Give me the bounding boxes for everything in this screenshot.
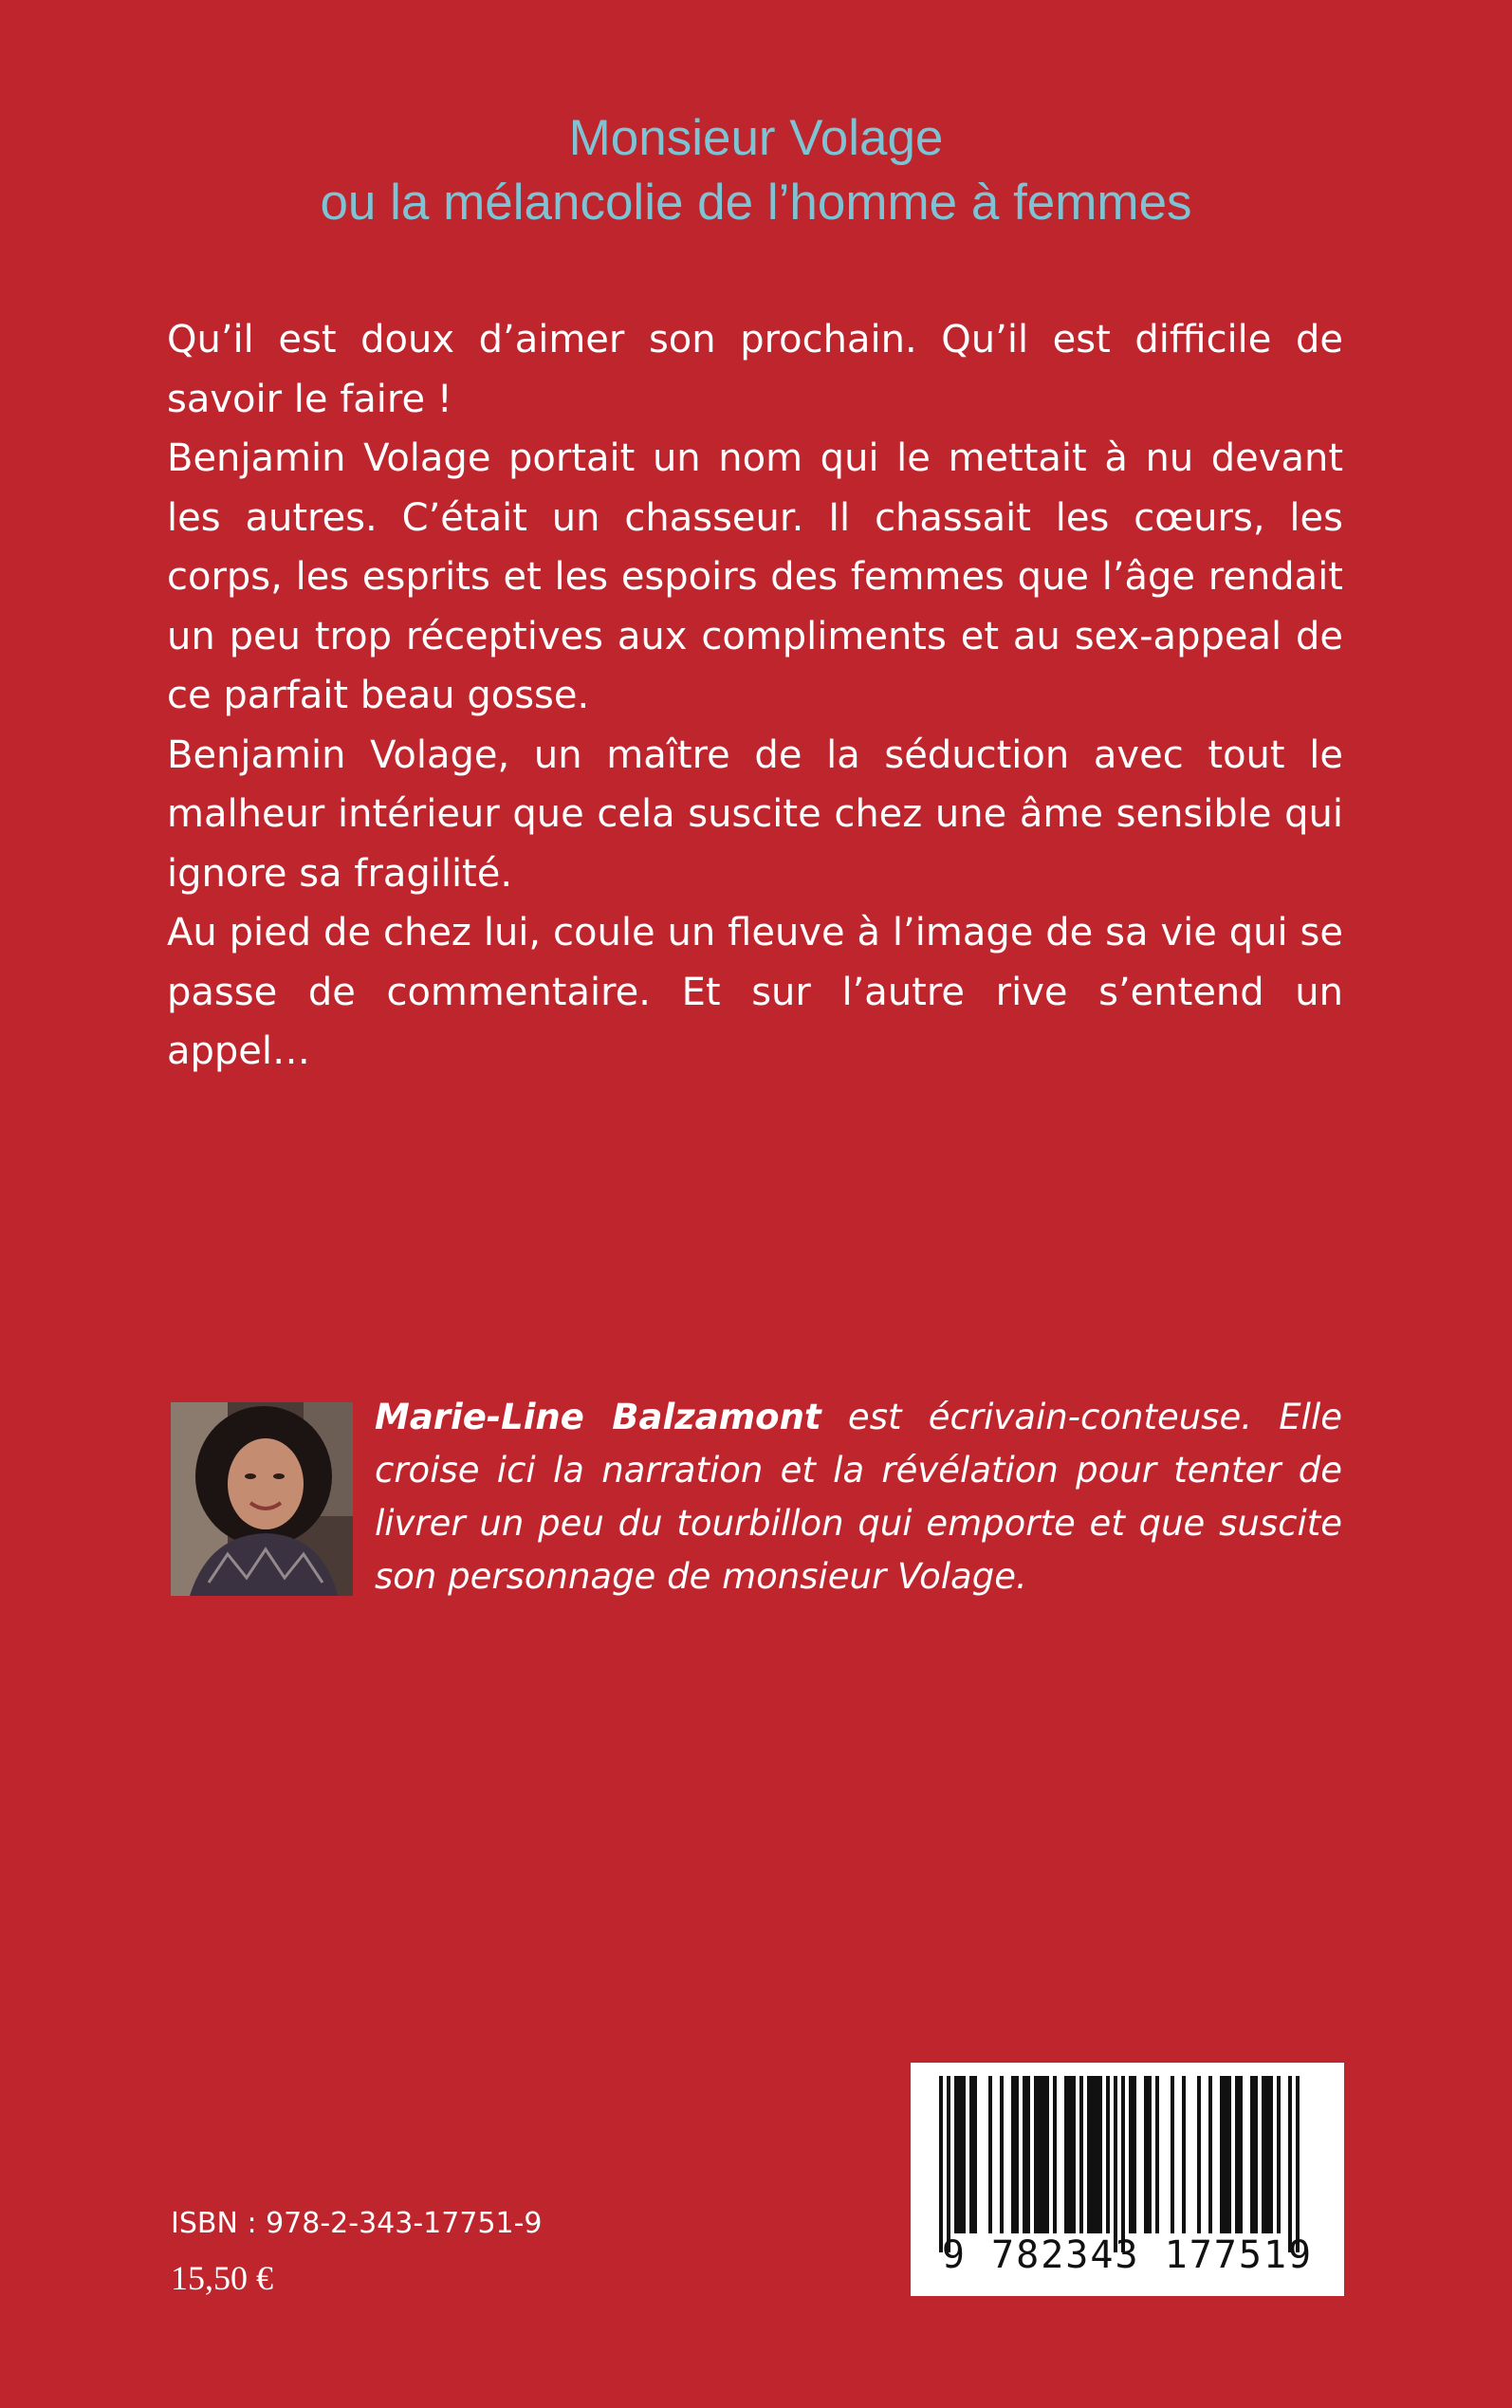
title-line-1: Monsieur Volage — [568, 110, 944, 166]
barcode — [911, 2063, 1344, 2296]
barcode-bar — [1053, 2076, 1057, 2233]
barcode-bar — [958, 2076, 962, 2233]
author-photo — [171, 1402, 353, 1596]
barcode-bar — [1250, 2076, 1254, 2233]
barcode-bar — [1114, 2076, 1117, 2252]
isbn: ISBN : 978-2-343-17751-9 — [171, 2207, 543, 2240]
barcode-bar — [1265, 2076, 1269, 2233]
title-line-2: ou la mélancolie de l’homme à femmes — [320, 175, 1192, 231]
author-bio-text: est écrivain-conteuse. Elle croise ici la narration et la révélation pour tenter de livrer un peu du tourbillon qui emporte et que suscite son personnage de monsieur Volage. — [375, 1397, 1342, 1597]
barcode-bar — [1023, 2076, 1026, 2233]
barcode-bar — [1068, 2076, 1072, 2233]
barcode-bar — [1220, 2076, 1224, 2233]
barcode-bar — [1129, 2076, 1133, 2233]
author-name: Marie-Line Balzamont — [375, 1397, 821, 1437]
barcode-bar — [1269, 2076, 1273, 2233]
barcode-bar — [969, 2076, 973, 2233]
barcode-bar — [1011, 2076, 1015, 2233]
barcode-bar — [1000, 2076, 1004, 2233]
barcode-bar — [1224, 2076, 1227, 2233]
barcode-bar — [1182, 2076, 1186, 2233]
barcode-bar — [973, 2076, 977, 2233]
barcode-bar — [1277, 2076, 1281, 2233]
barcode-bar — [988, 2076, 992, 2233]
barcode-bar — [1026, 2076, 1030, 2233]
barcode-bar — [1042, 2076, 1045, 2233]
barcode-bar — [939, 2076, 943, 2252]
author-portrait-icon — [171, 1402, 353, 1596]
price: 15,50 € — [171, 2259, 273, 2297]
barcode-bar — [1106, 2076, 1110, 2233]
book-title — [0, 106, 1512, 235]
author-bio — [375, 1391, 1342, 1603]
barcode-bar — [1296, 2076, 1300, 2252]
blurb-paragraph: Benjamin Volage, un maître de la séduction avec tout le malheur intérieur que cela suscite chez une âme sensible qui ignore sa fragilité. — [167, 732, 1343, 896]
barcode-bar — [1171, 2076, 1174, 2233]
barcode-bar — [1144, 2076, 1148, 2233]
barcode-bar — [1038, 2076, 1042, 2233]
barcode-bar — [1064, 2076, 1068, 2233]
barcode-bar — [1095, 2076, 1098, 2233]
barcode-bar — [1262, 2076, 1265, 2233]
barcode-bar — [1015, 2076, 1019, 2233]
barcode-bar — [1155, 2076, 1159, 2233]
barcode-bar — [1133, 2076, 1136, 2233]
barcode-bar — [962, 2076, 966, 2233]
barcode-bar — [1045, 2076, 1049, 2233]
barcode-bar — [1239, 2076, 1243, 2233]
barcode-bar — [1235, 2076, 1239, 2233]
barcode-bar — [1227, 2076, 1231, 2233]
barcode-bar — [1072, 2076, 1076, 2233]
barcode-bar — [954, 2076, 958, 2233]
barcode-bar — [1208, 2076, 1212, 2233]
blurb-paragraph: Au pied de chez lui, coule un fleuve à l’image de sa vie qui se passe de commentaire. Et sur l’autre rive s’entend un appel… — [167, 911, 1343, 1073]
barcode-bar — [1254, 2076, 1258, 2233]
barcode-bar — [1087, 2076, 1091, 2233]
barcode-bar — [1148, 2076, 1152, 2233]
barcode-bar — [1288, 2076, 1292, 2252]
barcode-bar — [1091, 2076, 1095, 2233]
barcode-digits: 9 782343 177519 — [941, 2233, 1314, 2277]
barcode-bar — [1079, 2076, 1083, 2233]
barcode-bar — [1098, 2076, 1102, 2233]
barcode-bar — [1121, 2076, 1125, 2252]
blurb-paragraph: Qu’il est doux d’aimer son prochain. Qu’il est difficile de savoir le faire ! — [167, 318, 1343, 421]
blurb-text — [167, 310, 1343, 1082]
barcode-bar — [1034, 2076, 1038, 2233]
barcode-bar — [947, 2076, 950, 2252]
barcode-bar — [1197, 2076, 1201, 2233]
blurb-paragraph: Benjamin Volage portait un nom qui le mettait à nu devant les autres. C’était un chasseur. Il chassait les cœurs, les corps, les esprits et les espoirs des femmes que l’âge rendait un peu trop réceptives aux compliments et au sex-appeal de ce parfait beau gosse. — [167, 436, 1343, 717]
